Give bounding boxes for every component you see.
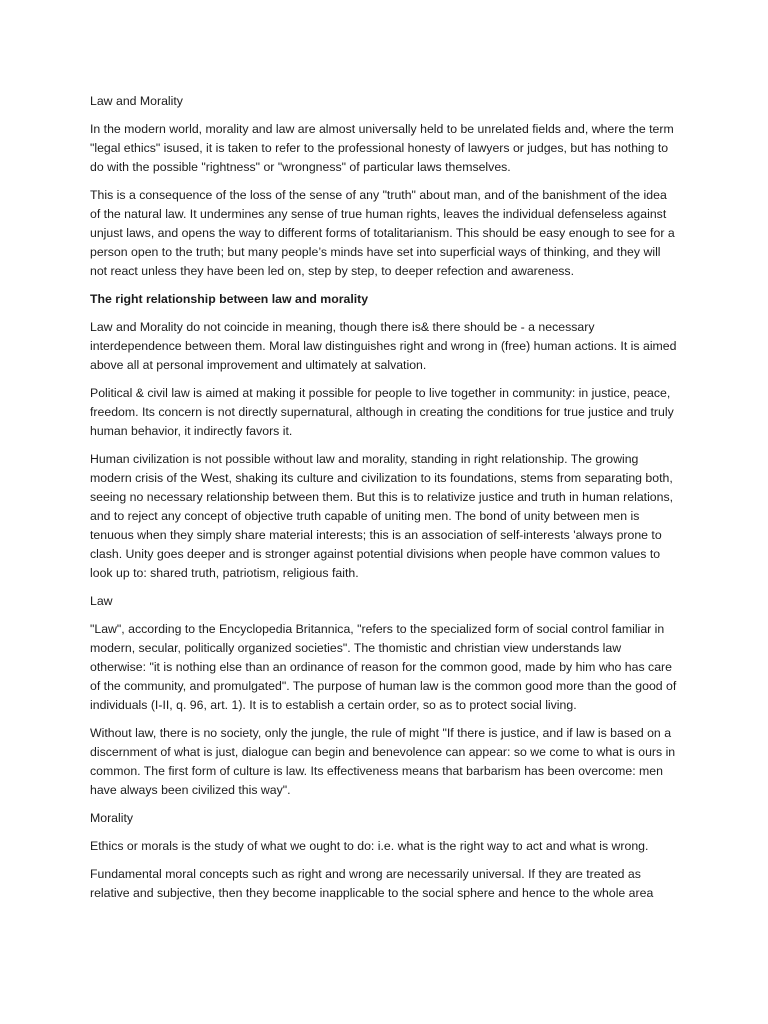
section-heading-morality: Morality [90, 811, 134, 825]
section-heading-law: Law [90, 594, 113, 608]
paragraph-intro: In the modern world, morality and law are almost universally held to be unrelated fields and, where the term "legal ethics" isused, it is taken to refer to the professional honesty of lawyers or judges, but has nothing to do with the possible "rightness" or "wrongness" of particular laws themselves. [90, 122, 674, 174]
paragraph-without-law: Without law, there is no society, only the jungle, the rule of might "If there is justice, and if law is based on a discernment of what is just, dialogue can begin and benevolence can appear: so we come to what is ours in common. The first form of culture is law. Its effectiveness means that barbarism has been overcome: men have always been civilized this way". [90, 726, 676, 797]
paragraph-consequence: This is a consequence of the loss of the sense of any "truth" about man, and of the banishment of the idea of the natural law. It undermines any sense of true human rights, leaves the individual defenseless against unjust laws, and opens the way to different forms of totalitarianism. This should be easy enough to see for a person open to the truth; but many people’s minds have set into superficial ways of thinking, and they will not react unless they have been led on, step by step, to deeper refection and awareness. [90, 188, 675, 278]
paragraph-civil-law: Political & civil law is aimed at making it possible for people to live together in community: in justice, peace, freedom. Its concern is not directly supernatural, although in creating the conditions for true justice and truly human behavior, it indirectly favors it. [90, 386, 674, 438]
document-page [90, 92, 680, 912]
paragraph-coincide: Law and Morality do not coincide in meaning, though there is& there should be - a necessary interdependence between them. Moral law distinguishes right and wrong in (free) human actions. It is aimed above all at personal improvement and ultimately at salvation. [90, 320, 677, 372]
paragraph-law-definition: "Law", according to the Encyclopedia Britannica, "refers to the specialized form of social control familiar in modern, secular, politically organized societies". The thomistic and christian view understands law otherwise: "it is nothing else than an ordinance of reason for the common good, made by him who has care of the community, and promulgated". The purpose of human law is the common good more than the good of individuals (I-II, q. 96, art. 1). It is to establish a certain order, so as to protect social living. [90, 622, 677, 712]
paragraph-ethics: Ethics or morals is the study of what we ought to do: i.e. what is the right way to act and what is wrong. [90, 839, 649, 853]
document-title: Law and Morality [90, 94, 183, 108]
paragraph-civilization: Human civilization is not possible without law and morality, standing in right relationship. The growing modern crisis of the West, shaking its culture and civilization to its foundations, stems from separating both, seeing no necessary relationship between them. But this is to relativize justice and truth in human relations, and to reject any concept of objective truth capable of uniting men. The bond of unity between men is tenuous when they simply share material interests; this is an association of self-interests 'always prone to clash. Unity goes deeper and is stronger against potential divisions when people have common values to look up to: shared truth, patriotism, religious faith. [90, 452, 674, 580]
section-heading-right-relationship: The right relationship between law and morality [90, 292, 369, 306]
paragraph-fundamental-concepts: Fundamental moral concepts such as right and wrong are necessarily universal. If they are treated as relative and subjective, then they become inapplicable to the social sphere and hence to the whole area [90, 867, 654, 900]
